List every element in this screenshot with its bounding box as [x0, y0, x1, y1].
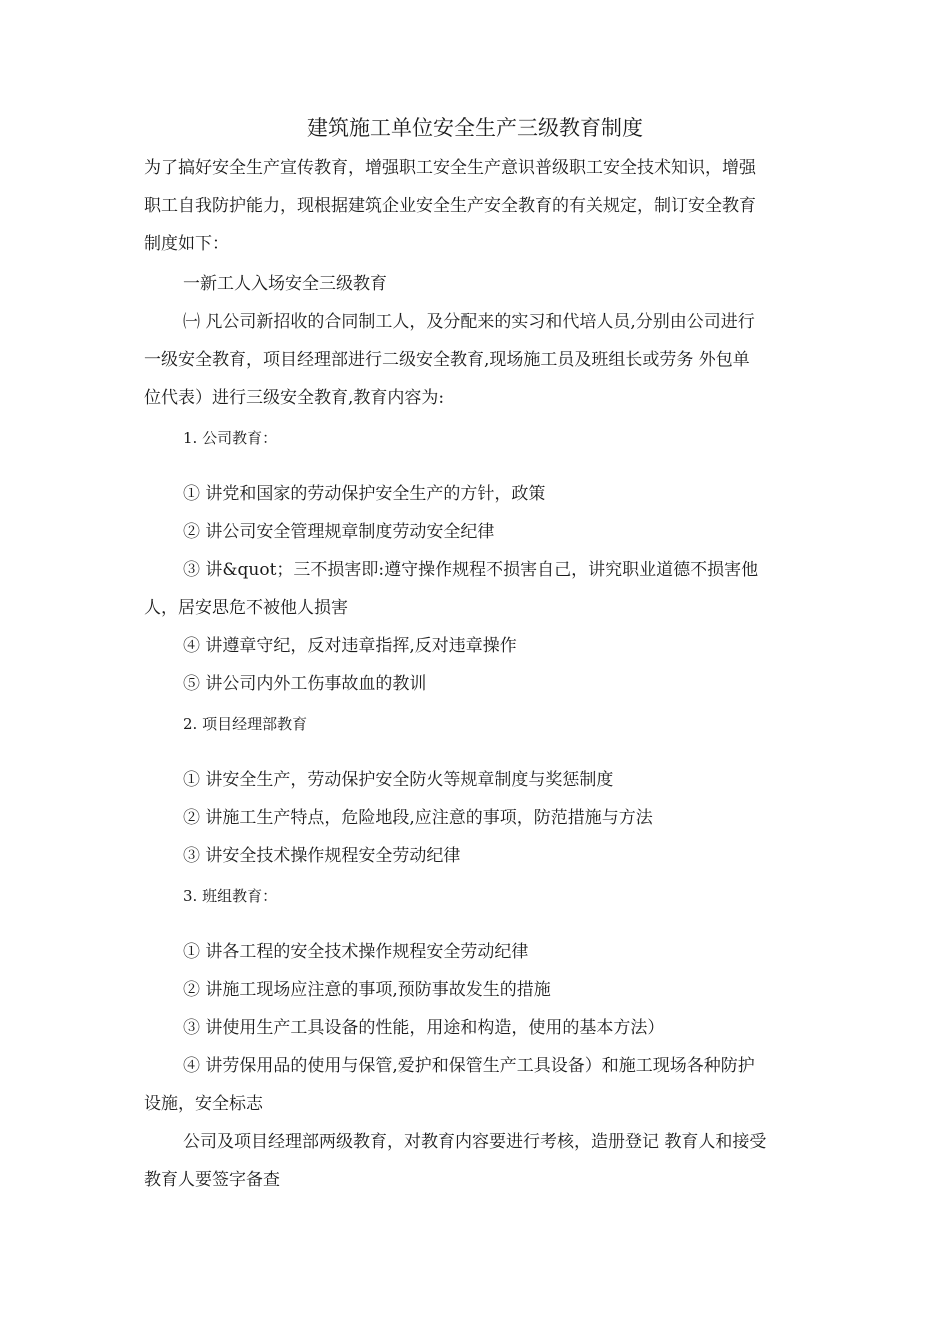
sub3-item-3: ③ 讲使用生产工具设备的性能，用途和构造，使用的基本方法） [183, 1018, 665, 1038]
closing-line-2: 教育人要签字备查 [144, 1170, 280, 1190]
sub3-item-4: ④ 讲劳保用品的使用与保管,爱护和保管生产工具设备）和施工现场各种防护 [183, 1056, 755, 1076]
sub3-item-2: ② 讲施工现场应注意的事项,预防事故发生的措施 [183, 980, 551, 1000]
document-title: 建筑施工单位安全生产三级教育制度 [307, 116, 643, 140]
sub1-item-2: ② 讲公司安全管理规章制度劳动安全纪律 [183, 522, 495, 542]
para1-line-2: 一级安全教育，项目经理部进行二级安全教育,现场施工员及班组长或劳务 外包单 [144, 350, 750, 370]
sub1-item-3-cont: 人，居安思危不被他人损害 [144, 598, 348, 618]
sub2-heading: 2. 项目经理部教育 [183, 715, 308, 733]
sub2-item-3: ③ 讲安全技术操作规程安全劳动纪律 [183, 846, 461, 866]
sub2-item-1: ① 讲安全生产，劳动保护安全防火等规章制度与奖惩制度 [183, 770, 614, 790]
intro-line-2: 职工自我防护能力，现根据建筑企业安全生产安全教育的有关规定，制订安全教育 [144, 196, 756, 216]
para1-line-1: ㈠ 凡公司新招收的合同制工人，及分配来的实习和代培人员,分别由公司进行 [183, 312, 755, 332]
sub3-item-1: ① 讲各工程的安全技术操作规程安全劳动纪律 [183, 942, 529, 962]
sub3-heading: 3. 班组教育： [183, 887, 278, 905]
intro-line-3: 制度如下： [144, 234, 229, 254]
intro-line-1: 为了搞好安全生产宣传教育，增强职工安全生产意识普级职工安全技术知识，增强 [144, 158, 756, 178]
sub1-item-1: ① 讲党和国家的劳动保护安全生产的方针，政策 [183, 484, 546, 504]
closing-line-1: 公司及项目经理部两级教育，对教育内容要进行考核，造册登记 教育人和接受 [183, 1132, 767, 1152]
section-heading: 一新工人入场安全三级教育 [183, 274, 387, 294]
sub1-item-4: ④ 讲遵章守纪，反对违章指挥,反对违章操作 [183, 636, 517, 656]
sub1-heading: 1. 公司教育： [183, 429, 278, 447]
sub1-item-3: ③ 讲&quot；三不损害即:遵守操作规程不损害自己，讲究职业道德不损害他 [183, 560, 759, 580]
para1-line-3: 位代表）进行三级安全教育,教育内容为: [144, 388, 445, 408]
sub2-item-2: ② 讲施工生产特点，危险地段,应注意的事项，防范措施与方法 [183, 808, 653, 828]
sub1-item-5: ⑤ 讲公司内外工伤事故血的教训 [183, 674, 427, 694]
sub3-item-4-cont: 设施，安全标志 [144, 1094, 263, 1114]
